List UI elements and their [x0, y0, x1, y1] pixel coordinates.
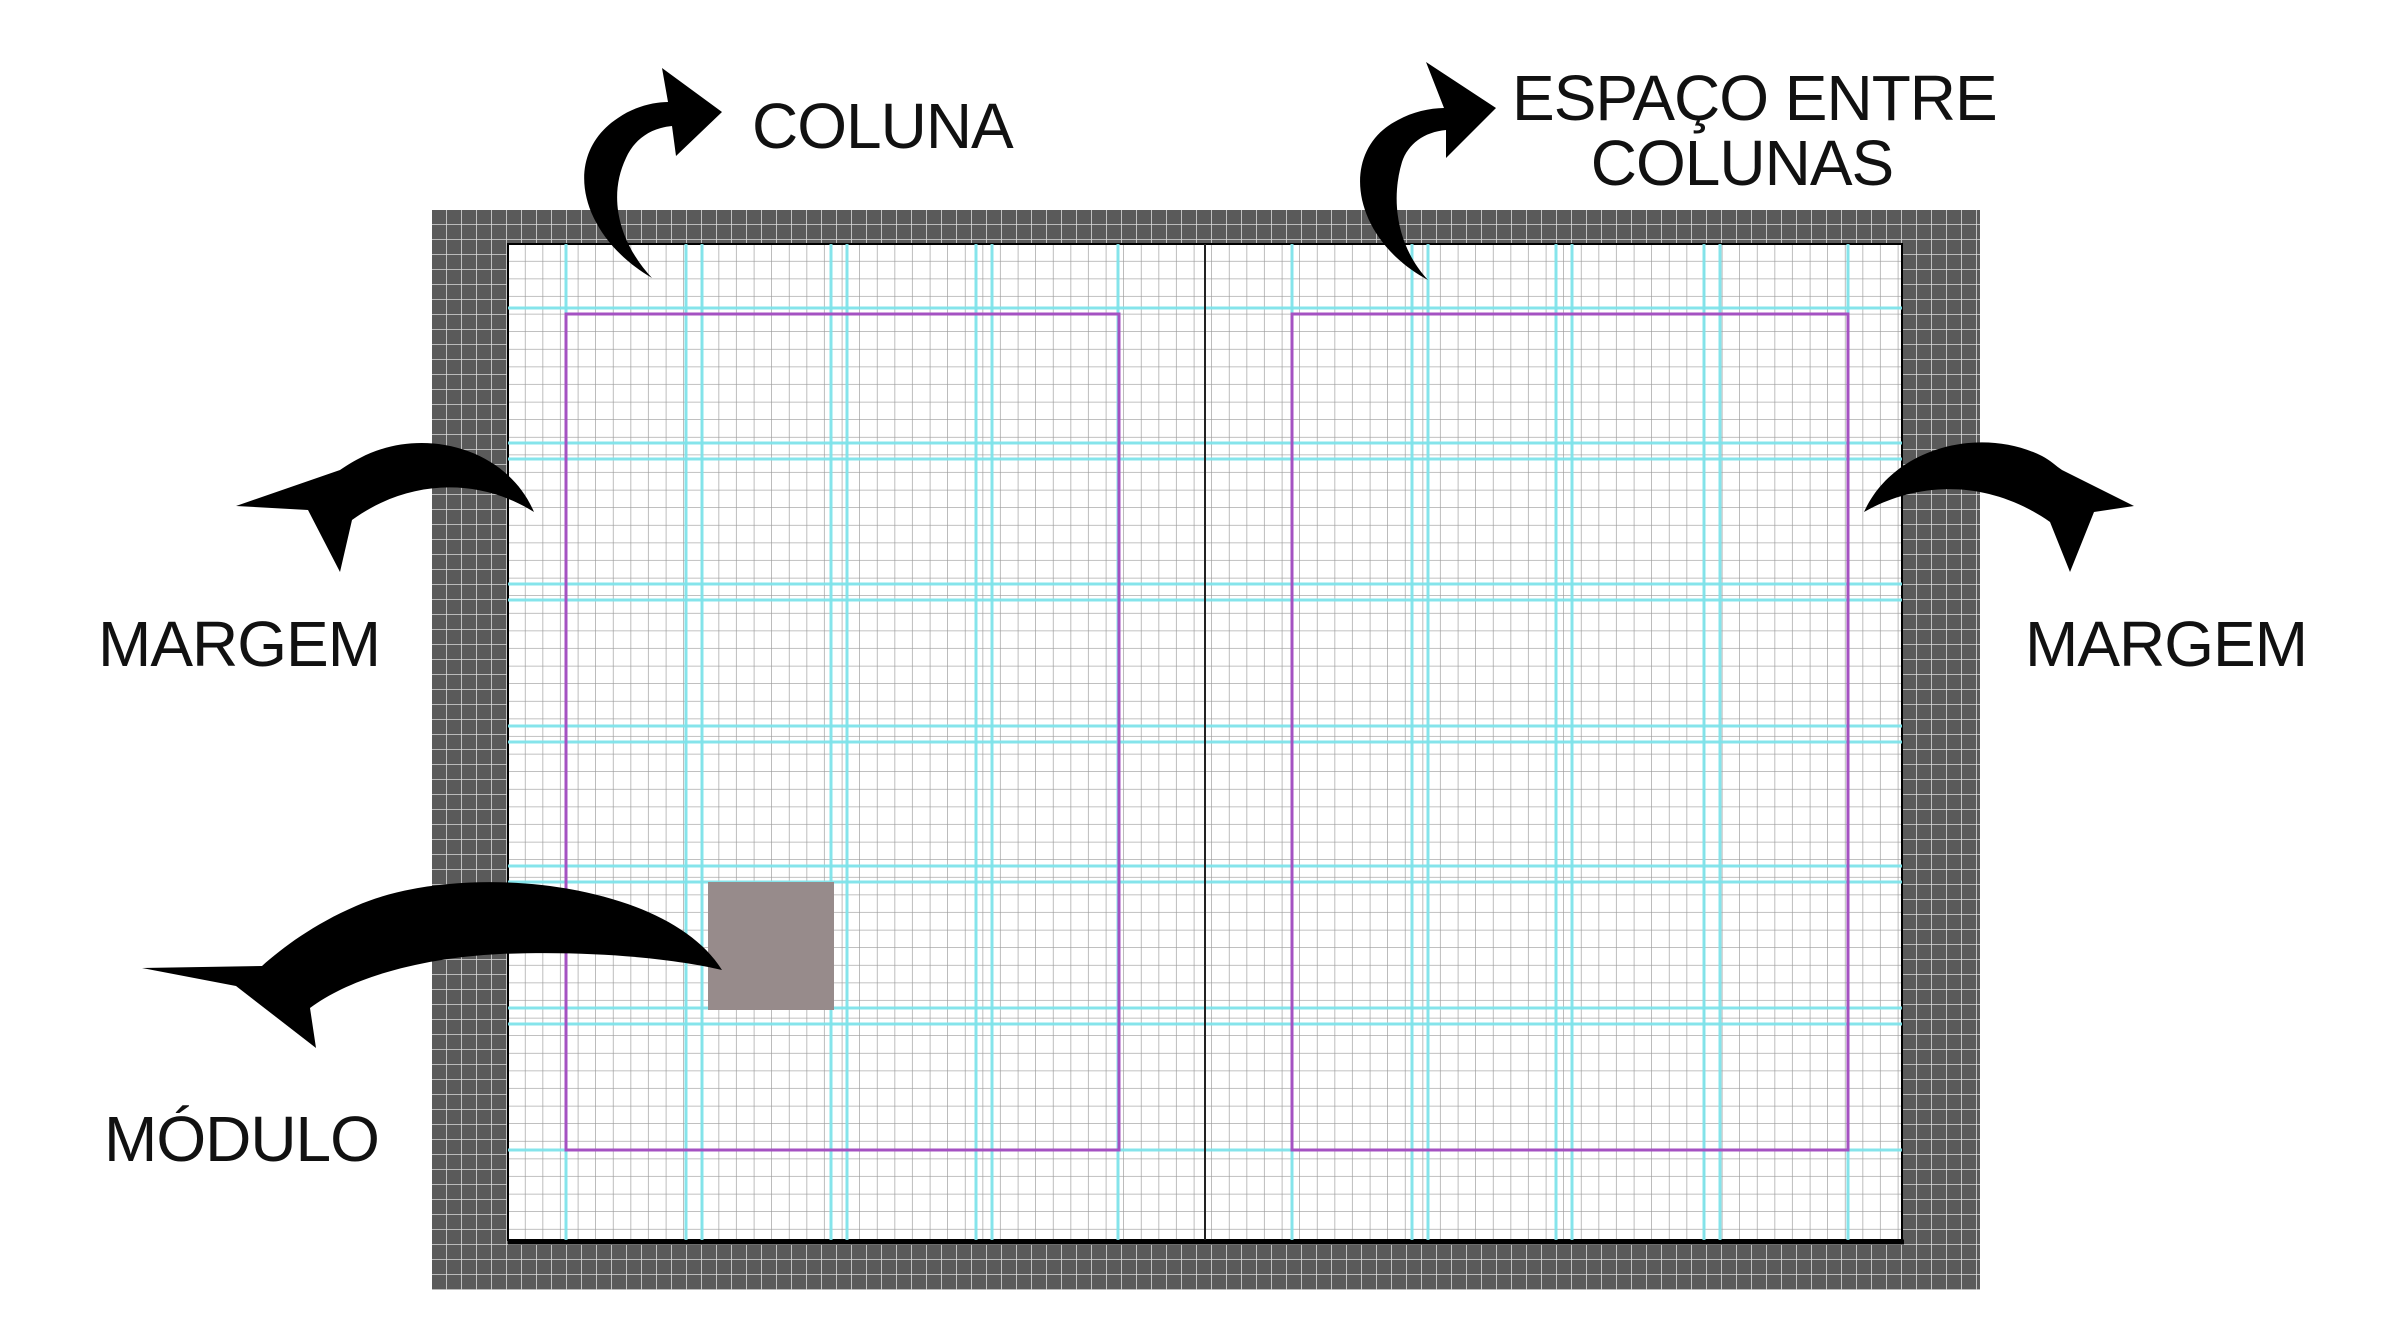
label-espaco-line1: ESPAÇO ENTRE: [1512, 62, 1997, 134]
label-espaco-line2: COLUNAS: [1590, 127, 1894, 200]
label-espaco-entre-colunas: [1512, 62, 1997, 200]
label-coluna: COLUNA: [752, 90, 1013, 162]
label-modulo: MÓDULO: [104, 1103, 379, 1175]
module-block: [708, 882, 834, 1010]
label-margem-left: MARGEM: [98, 608, 380, 680]
label-margem-right: MARGEM: [2025, 608, 2307, 680]
